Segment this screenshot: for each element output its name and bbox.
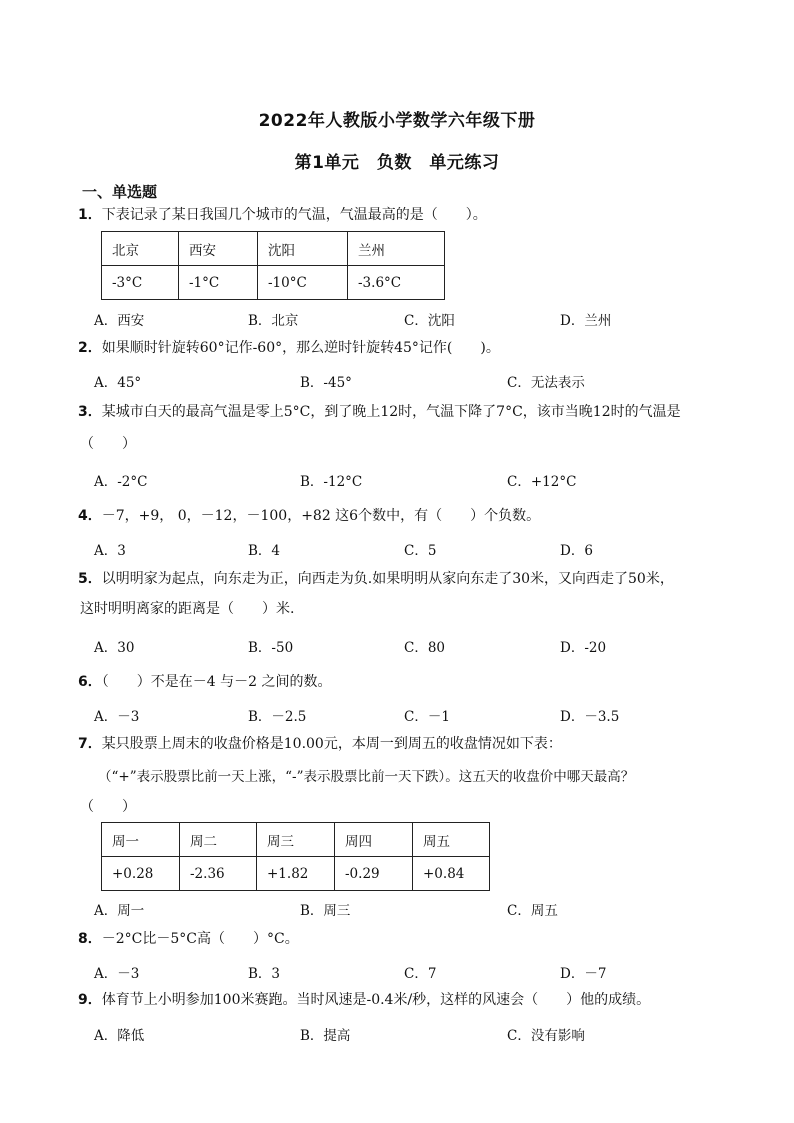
question-text: 如果顺时针旋转60°记作-60°，那么逆时针旋转45°记作( )。 xyxy=(101,340,500,356)
table-row xyxy=(102,266,445,300)
section-heading: 一、单选题 xyxy=(82,183,158,201)
options-7 xyxy=(94,899,734,919)
option-d[interactable]: D．6 xyxy=(560,543,593,559)
question-text: 某城市白天的最高气温是零上5°C，到了晚上12时，气温下降了7°C，该市当晚12时的气温是 xyxy=(101,404,681,420)
option-a[interactable]: A．30 xyxy=(94,640,135,656)
options-6 xyxy=(94,705,734,725)
question-9 xyxy=(78,990,728,1011)
table-row xyxy=(102,232,445,266)
table-cell: +0.28 xyxy=(102,857,180,891)
option-c[interactable]: C．沈阳 xyxy=(404,313,455,329)
table-cell: -10°C xyxy=(258,266,348,300)
table-cell: 周三 xyxy=(257,823,335,857)
question-text: －2°C比－5°C高（ ）°C。 xyxy=(101,931,299,947)
question-6 xyxy=(78,672,728,693)
table-row xyxy=(102,857,490,891)
option-c[interactable]: C．80 xyxy=(404,640,446,656)
option-c[interactable]: C．－1 xyxy=(404,709,450,725)
option-a[interactable]: A．西安 xyxy=(94,313,145,329)
table-cell: -3°C xyxy=(102,266,179,300)
question-4 xyxy=(78,506,728,527)
question-number: 3． xyxy=(78,404,102,420)
table-cell: -0.29 xyxy=(335,857,413,891)
option-a[interactable]: A．－3 xyxy=(94,966,140,982)
option-b[interactable]: B．3 xyxy=(248,966,281,982)
question-number: 1． xyxy=(78,207,102,223)
question-5-line2: 这时明明离家的距离是（ ）米. xyxy=(80,601,295,617)
option-a[interactable]: A．45° xyxy=(94,375,142,391)
question-7-line2: （“+”表示股票比前一天上涨，“-”表示股票比前一天下跌）。这五天的收盘价中哪天最高？ xyxy=(98,769,635,785)
option-d[interactable]: D．兰州 xyxy=(560,313,612,329)
option-b[interactable]: B．周三 xyxy=(300,903,351,919)
page-title: 2022年人教版小学数学六年级下册 xyxy=(258,111,536,131)
option-d[interactable]: D．－7 xyxy=(560,966,607,982)
question-text: 以明明家为起点，向东走为正，向西走为负.如果明明从家向东走了30米，又向西走了50米， xyxy=(101,571,674,587)
question-text: （ ）不是在－4 与－2 之间的数。 xyxy=(101,674,332,690)
table-cell: 周五 xyxy=(413,823,490,857)
question-7 xyxy=(78,734,728,755)
question-5 xyxy=(78,569,728,590)
option-b[interactable]: B．提高 xyxy=(300,1028,351,1044)
option-c[interactable]: C．无法表示 xyxy=(507,375,585,391)
table-cell: +0.84 xyxy=(413,857,490,891)
options-9 xyxy=(94,1024,734,1044)
question-number: 6． xyxy=(78,674,102,690)
option-a[interactable]: A．-2°C xyxy=(94,474,148,490)
table-cell: 北京 xyxy=(102,232,179,266)
stock-price-table xyxy=(101,822,490,891)
options-4 xyxy=(94,539,734,559)
question-8 xyxy=(78,929,728,950)
question-3-line2: （ ） xyxy=(80,436,136,452)
option-c[interactable]: C．周五 xyxy=(507,903,558,919)
table-cell: 周二 xyxy=(180,823,257,857)
options-5 xyxy=(94,636,734,656)
table-cell: 兰州 xyxy=(348,232,445,266)
question-2 xyxy=(78,338,728,359)
table-cell: 沈阳 xyxy=(258,232,348,266)
option-b[interactable]: B．-50 xyxy=(248,640,294,656)
option-c[interactable]: C．7 xyxy=(404,966,437,982)
option-c[interactable]: C．没有影响 xyxy=(507,1028,585,1044)
option-b[interactable]: B．4 xyxy=(248,543,281,559)
option-b[interactable]: B．-45° xyxy=(300,375,352,391)
table-cell: -2.36 xyxy=(180,857,257,891)
options-3 xyxy=(94,470,734,490)
table-row xyxy=(102,823,490,857)
option-c[interactable]: C．5 xyxy=(404,543,437,559)
option-b[interactable]: B．-12°C xyxy=(300,474,363,490)
table-cell: 西安 xyxy=(179,232,258,266)
table-cell: -1°C xyxy=(179,266,258,300)
option-a[interactable]: A．－3 xyxy=(94,709,140,725)
option-b[interactable]: B．－2.5 xyxy=(248,709,307,725)
option-a[interactable]: A．降低 xyxy=(94,1028,145,1044)
question-number: 4． xyxy=(78,508,102,524)
question-number: 8． xyxy=(78,931,102,947)
option-b[interactable]: B．北京 xyxy=(248,313,299,329)
question-1 xyxy=(78,205,728,226)
question-number: 7． xyxy=(78,736,102,752)
options-1 xyxy=(94,309,734,329)
table-cell: -3.6°C xyxy=(348,266,445,300)
option-d[interactable]: D．－3.5 xyxy=(560,709,620,725)
question-text: 体育节上小明参加100米赛跑。当时风速是-0.4米/秒，这样的风速会（ ）他的成绩。 xyxy=(101,992,651,1008)
option-d[interactable]: D．-20 xyxy=(560,640,607,656)
options-8 xyxy=(94,962,734,982)
question-number: 9． xyxy=(78,992,102,1008)
question-text: －7，+9， 0，－12，－100，+82 这6个数中，有（ ）个负数。 xyxy=(101,508,541,524)
table-cell: +1.82 xyxy=(257,857,335,891)
question-number: 5． xyxy=(78,571,102,587)
option-a[interactable]: A．周一 xyxy=(94,903,145,919)
question-text: 某只股票上周末的收盘价格是10.00元，本周一到周五的收盘情况如下表： xyxy=(101,736,562,752)
option-c[interactable]: C．+12°C xyxy=(507,474,577,490)
table-cell: 周四 xyxy=(335,823,413,857)
page-subtitle: 第1单元 负数 单元练习 xyxy=(294,153,500,173)
city-temperature-table xyxy=(101,231,445,300)
option-a[interactable]: A．3 xyxy=(94,543,126,559)
question-3 xyxy=(78,402,728,423)
question-text: 下表记录了某日我国几个城市的气温，气温最高的是（ ）。 xyxy=(101,207,487,223)
options-2 xyxy=(94,371,734,391)
table-cell: 周一 xyxy=(102,823,180,857)
question-7-line3: （ ） xyxy=(80,799,136,815)
question-number: 2． xyxy=(78,340,102,356)
